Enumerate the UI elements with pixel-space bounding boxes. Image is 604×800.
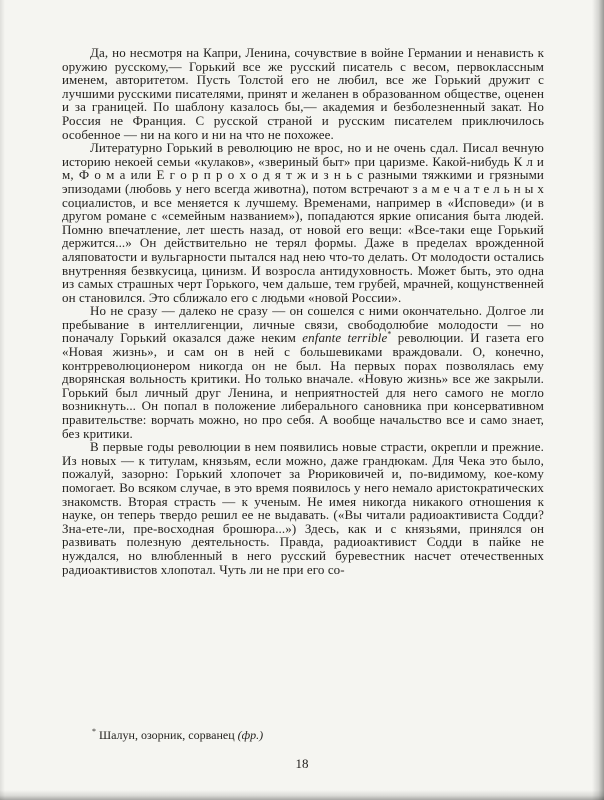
paragraph-3-text-start: Но не сразу — далеко не сразу — он сошелся с ними окончательно. Долгое ли пребывание в интеллигенции, личные связи, свободолюбие молодости — но поначалу Горький оказался даже неким xyxy=(62,303,544,346)
scan-edge-left xyxy=(0,0,5,800)
footnote-language-note: (фр.) xyxy=(237,728,264,742)
footnote-reference-mark: * xyxy=(387,330,392,340)
page-number: 18 xyxy=(295,756,309,771)
footnote xyxy=(62,728,544,742)
footnote-text: Шалун, озорник, сорванец xyxy=(99,728,238,742)
scan-edge-right xyxy=(592,0,604,800)
paragraph-1-text: Да, но несмотря на Капри, Ленина, сочувствие в войне Германии и ненависть к оружию русскому,— Горький все же русский писатель с весом, первоклассным именем, авторитетом. Пусть Толстой его не любил, все же Горький дружит с лучшими русскими писателями, принят и желанен в образованном обществе, оценен и за границей. По шаблону казалось бы,— академия и безболезненный закат. Но Россия не Франция. С русской страной и русским писателем приключилось особенное — ни на кого и ни на что не похожее. xyxy=(62,45,544,142)
text-block xyxy=(62,46,544,576)
paragraph-1 xyxy=(62,46,544,141)
paragraph-4-text: В первые годы революции в нем появились новые страсти, окрепли и прежние. Из новых — к титулам, князьям, если можно, даже грандюкам. Для Чека это было, пожалуй, зазорно: Горький хлопочет за Рюриковичей и, по-видимому, кое-кому помогает. Во всяком случае, в это время появилось у него немало аристократических знакомств. Вторая страсть — к ученым. Не имея никогда никакого отношения к науке, он теперь твердо решил ее не выдавать. («Вы читали радиоактивиста Содди? Зна-ете-ли, пре-восходная брошюра...») Здесь, как и с князьями, принялся он развивать полезную деятельность. Правда, радиоактивист Содди в пайке не нуждался, но влюбленный в него русский буревестник насчет отечественных радиоактивистов хлопотал. Чуть ли не при его со- xyxy=(62,439,544,577)
paragraph-4 xyxy=(62,440,544,576)
french-phrase: enfante terrible xyxy=(302,330,388,346)
footnote-body xyxy=(62,728,544,742)
paragraph-3 xyxy=(62,304,544,440)
paragraph-3-text-end: революции. И газета его «Новая жизнь», и сам он в ней с большевиками враждовали. О, конечно, контрреволюционером никогда он не был. На первых порах позволялась ему дворянская вольность критики. Но только вначале. «Новую жизнь» все же закрыли. Горький был личный друг Ленина, и неприятностей для него самого не могло возникнуть... Он попал в положение либерального сановника при консервативном правительстве: ворчать можно, но про себя. А вообще начальство все и само знает, без критики. xyxy=(62,330,545,441)
paragraph-2-text: Литературно Горький в революцию не врос, но и не очень сдал. Писал вечную историю некоей семьи «кулаков», «звериный быт» при царизме. Какой-нибудь К л и м, Ф о м а или Е г о р п р о х о д я т ж и з н ь с разными тяжкими и грязными эпизодами (любовь у него всегда животна), потом встречают з а м е ч а т е л ь н ы х социалистов, и все меняется к лучшему. Временами, например в «Исповеди» (и в другом романе с «семейным названием»), попадаются яркие описания быта людей. Помню впечатление, лет шесть назад, от новой его вещи: «Все-таки еще Горький держится...» Он действительно не терял формы. Даже в пределах врожденной аляповатости и вульгарности пытался над нею что-то делать. От молодости остались внутренняя безвкусица, цинизм. И возросла антидуховность. Может быть, это одна из самых страшных черт Горького, чем дальше, тем грубей, мрачней, кощунственней он становился. Это сближало его с людьми «новой России». xyxy=(62,140,544,305)
footnote-marker: * xyxy=(92,727,96,736)
paragraph-2 xyxy=(62,141,544,304)
scan-edge-bottom xyxy=(0,790,604,800)
